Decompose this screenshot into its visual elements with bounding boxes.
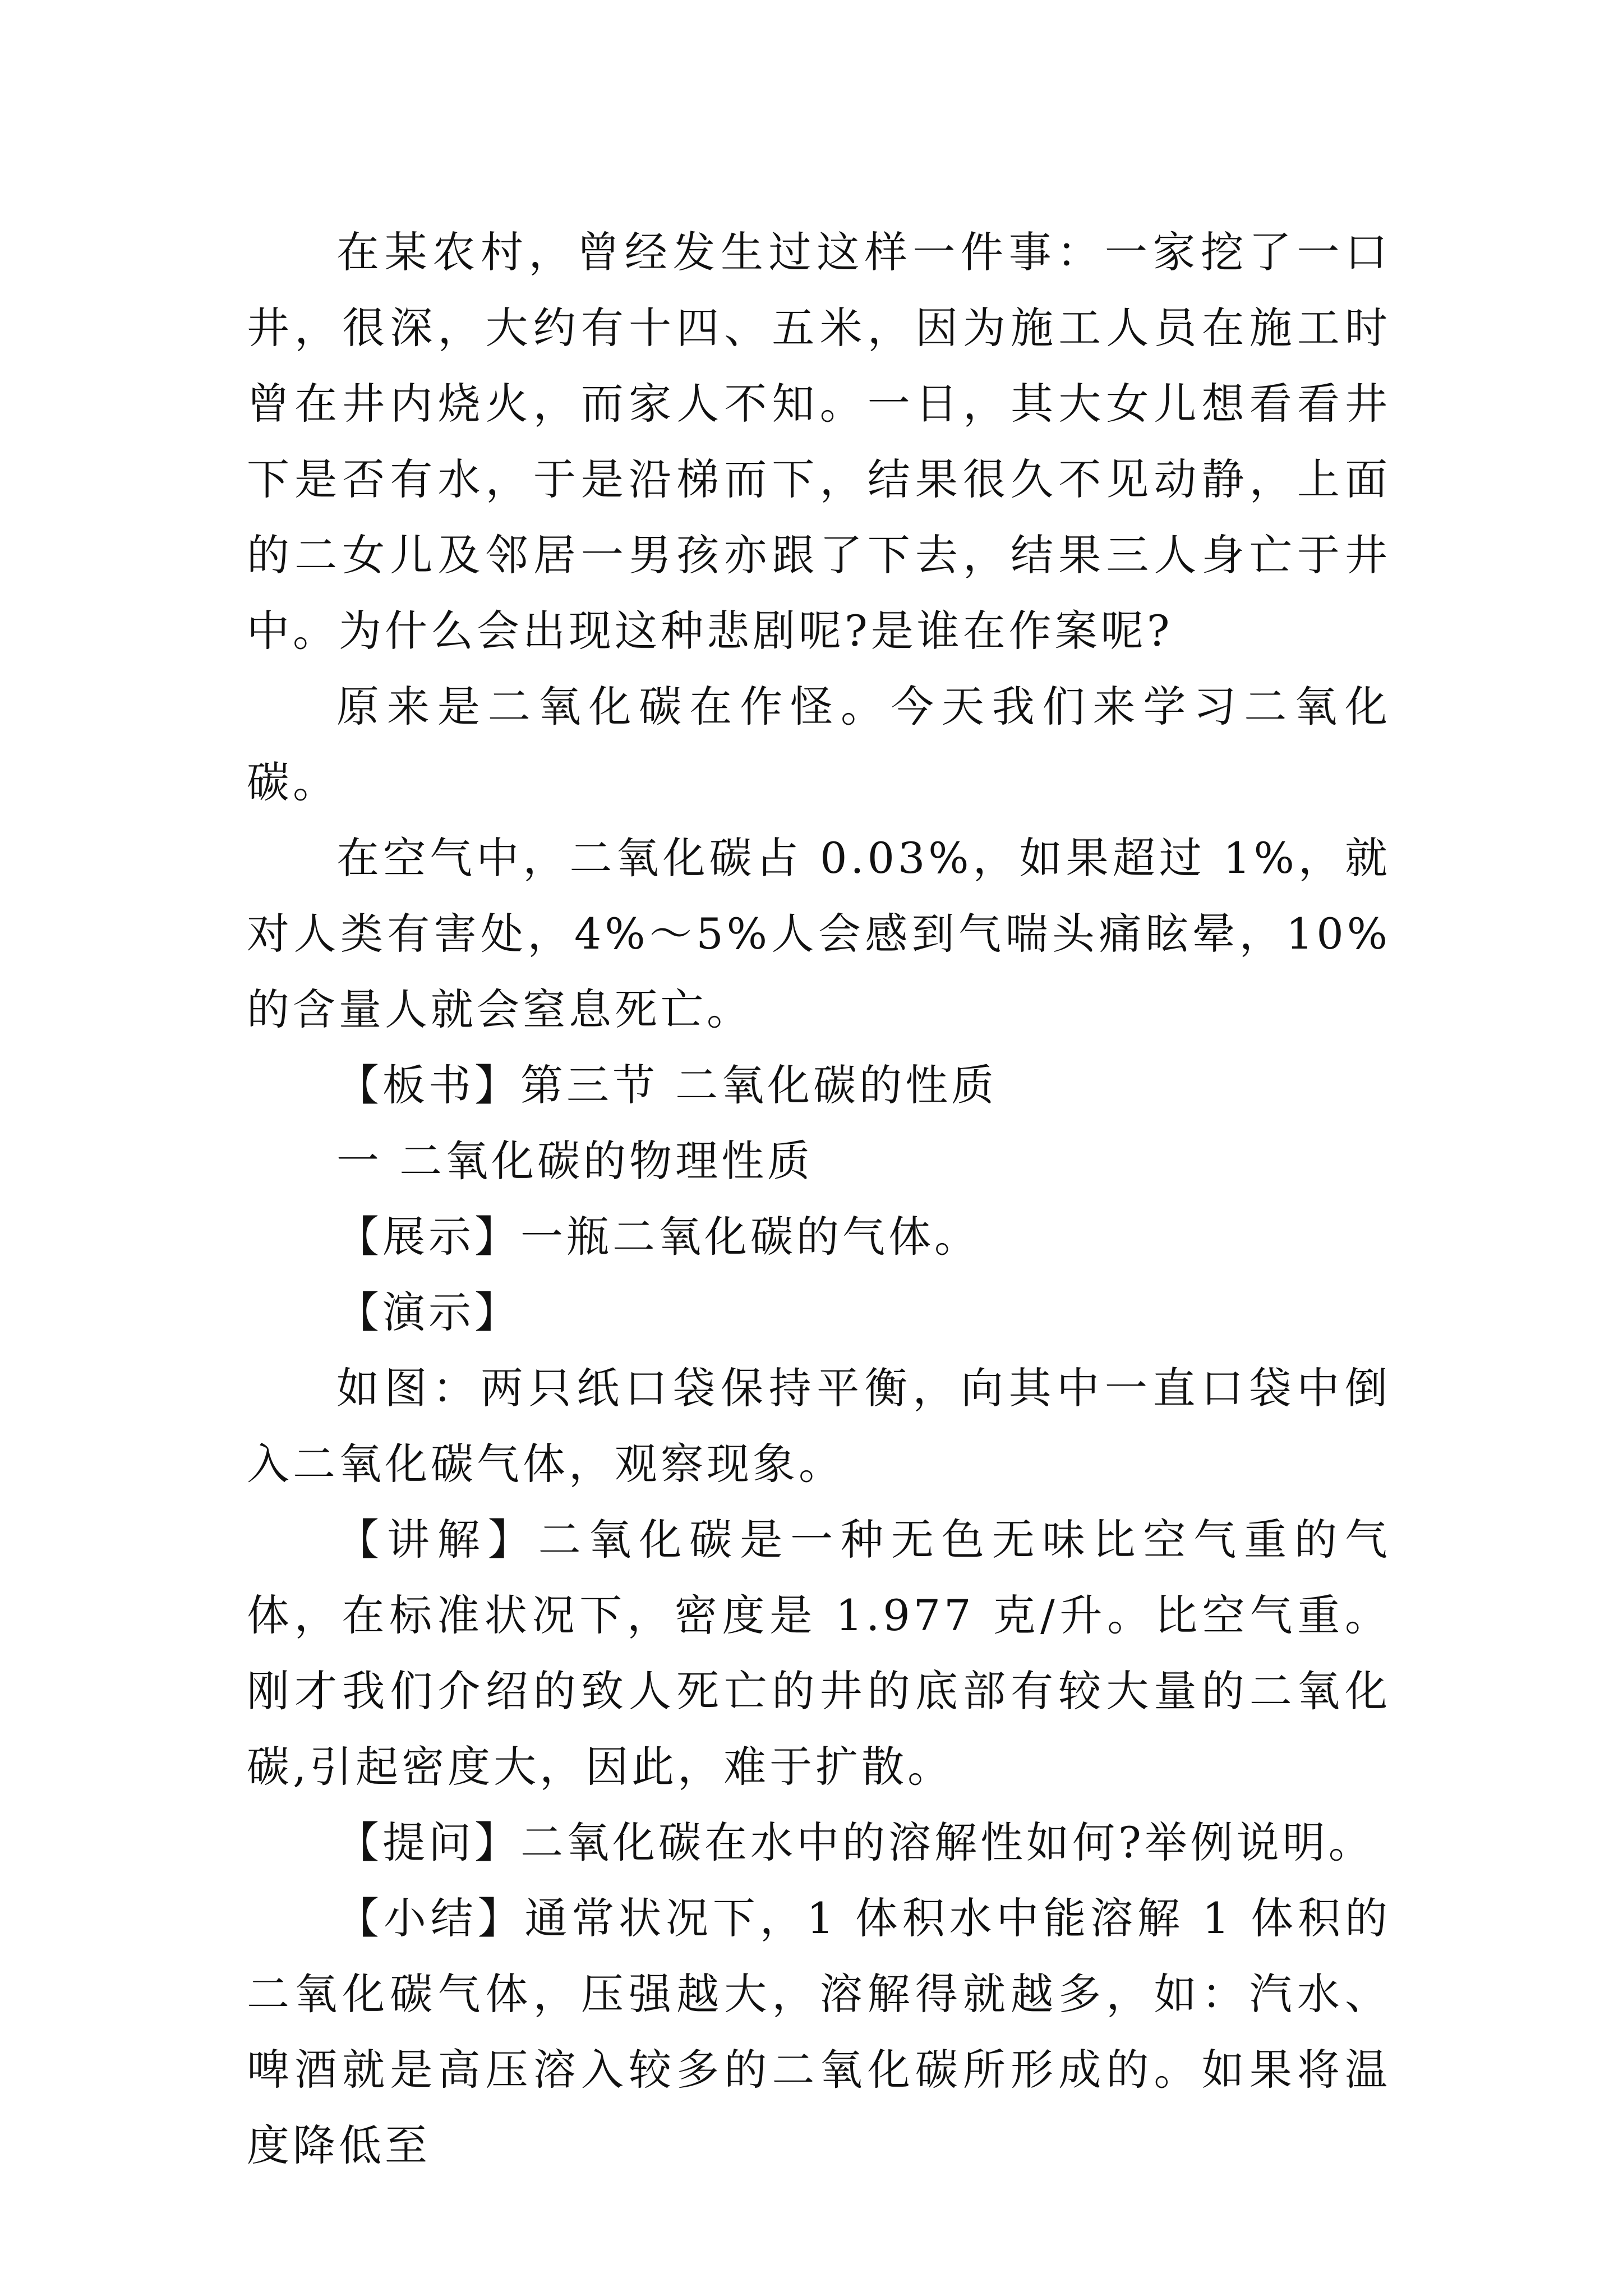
paragraph-demo-description: 如图：两只纸口袋保持平衡，向其中一直口袋中倒入二氧化碳气体，观察现象。 [247,1363,1391,1489]
paragraph-intro-co2: 原来是二氧化碳在作怪。今天我们来学习二氧化碳。 [247,682,1391,807]
section-heading: 【板书】第三节 二氧化碳的性质 [336,1060,998,1110]
paragraph-demo-label: 【演示】 [336,1287,520,1337]
paragraph-well-story: 在某农村，曾经发生过这样一件事：一家挖了一口井，很深，大约有十四、五米，因为施工人员在施工时曾在井内烧火，而家人不知。一日，其大女儿想看看井下是否有水，于是沿梯而下，结果很久不见动静，上面的二女儿及邻居一男孩亦跟了下去，结果三人身亡于井中。为什么会出现这种悲剧呢?是谁在作案呢? [247,227,1391,656]
paragraph-question: 【提问】二氧化碳在水中的溶解性如何?举例说明。 [336,1818,1375,1867]
paragraph-summary: 【小结】通常状况下，1 体积水中能溶解 1 体积的二氧化碳气体，压强越大，溶解得就越多，如：汽水、啤酒就是高压溶入较多的二氧化碳所形成的。如果将温度降低至 [247,1893,1391,2170]
subsection-heading: 一 二氧化碳的物理性质 [336,1136,814,1186]
paragraph-co2-concentration: 在空气中，二氧化碳占 0.03%，如果超过 1%，就对人类有害处，4%～5%人会感到气喘头痛眩晕，10%的含量人就会窒息死亡。 [247,833,1391,1034]
document-body [247,214,1391,2183]
paragraph-display: 【展示】一瓶二氧化碳的气体。 [336,1212,980,1262]
paragraph-explanation: 【讲解】二氧化碳是一种无色无味比空气重的气体，在标准状况下，密度是 1.977 克/升。比空气重。刚才我们介绍的致人死亡的井的底部有较大量的二氧化碳,引起密度大，因此，难于扩散。 [247,1515,1391,1792]
